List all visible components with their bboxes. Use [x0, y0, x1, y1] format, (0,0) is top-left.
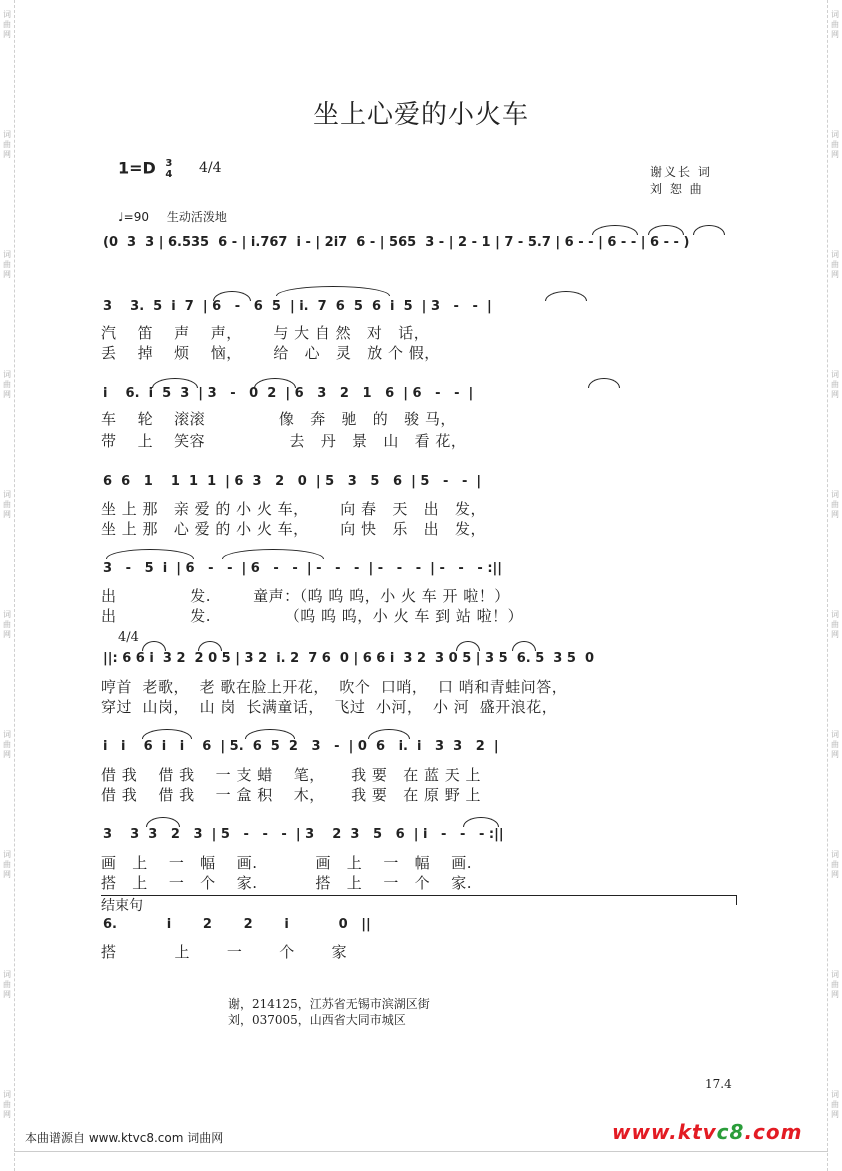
logo-part-c: .com — [744, 1120, 803, 1144]
tempo-value: ♩=90 — [118, 210, 149, 224]
lyric-verse-1: 出 发. 童声：（呜 呜 呜，小 火 车 开 啦！） — [101, 587, 510, 605]
margin-watermark: 词 曲 网 — [3, 970, 11, 999]
section-meter: 4/4 — [118, 630, 139, 645]
notation-row: 3 3 3 2 3 | 5 - - - | 3 2 3 5 6 | i - - - :|| — [103, 827, 504, 842]
lyric-verse-1: 借 我 借 我 一 支 蜡 笔， 我 要 在 蓝 天 上 — [101, 766, 482, 784]
notation-row: i 6. i 5 3 | 3 - 0 2 | 6 3 2 1 6 | 6 - - | — [103, 386, 474, 401]
notation-row: ||: 6 6 i 3 2 2 0 5 | 3 2 i. 2 7 6 0 | 6 6 i 3 2 3 0 5 | 3 5 6. 5 3 5 0 — [103, 651, 595, 666]
margin-watermark: 词 曲 网 — [3, 1090, 11, 1119]
lyric-verse-1: 哼首 老歌， 老 歌在脸上开花， 吹个 口哨， 口 哨和青蛙问答， — [101, 678, 568, 696]
time-sig-num: 3 — [165, 158, 173, 169]
tie-arc — [146, 817, 180, 827]
tie-arc — [463, 817, 499, 827]
tie-arc — [648, 225, 684, 235]
ending-notation: 6. i 2 2 i 0 || — [103, 917, 371, 932]
footer-divider — [14, 1151, 828, 1152]
tie-arc — [106, 549, 194, 559]
lyric-verse-2: 借 我 借 我 一 盒 积 木， 我 要 在 原 野 上 — [101, 786, 482, 804]
ending-bracket — [101, 895, 737, 896]
composer-credit: 刘 恕 曲 — [650, 182, 704, 196]
song-title: 坐上心爱的小火车 — [312, 100, 529, 130]
tempo-marking — [118, 208, 227, 225]
expression-mark: 生动活泼地 — [166, 210, 227, 224]
margin-watermark: 词 曲 网 — [831, 610, 839, 639]
notation-row: 3 - 5 i | 6 - - | 6 - - | - - - | - - - | - - - :|| — [103, 561, 503, 576]
margin-watermark: 词 曲 网 — [3, 610, 11, 639]
tie-arc — [254, 378, 296, 388]
tie-arc — [152, 378, 198, 388]
key-signature — [118, 158, 172, 180]
margin-watermark: 词 曲 网 — [3, 130, 11, 159]
page-number: 17.4 — [705, 1077, 732, 1091]
margin-watermark: 词 曲 网 — [831, 370, 839, 399]
lyric-verse-2: 带 上 笑容 去 丹 景 山 看 花， — [101, 432, 467, 450]
address-line-1: 谢，214125，江苏省无锡市滨湖区街 — [228, 997, 430, 1011]
tie-arc — [512, 641, 536, 651]
time-signature — [165, 158, 172, 180]
margin-watermark: 词 曲 网 — [3, 490, 11, 519]
ending-lyrics: 搭 上 一 个 家 — [101, 943, 348, 961]
lyric-verse-2: 穿过 山岗， 山 岗 长满童话， 飞过 小河， 小 河 盛开浪花， — [101, 698, 558, 716]
ending-label: 结束句 — [101, 898, 143, 914]
lyric-verse-2: 搭 上 一 个 家. 搭 上 一 个 家. — [101, 874, 472, 892]
margin-watermark: 词 曲 网 — [831, 130, 839, 159]
lyric-verse-1: 画 上 一 幅 画. 画 上 一 幅 画. — [101, 854, 472, 872]
tie-arc — [142, 729, 192, 739]
margin-watermark: 词 曲 网 — [831, 1090, 839, 1119]
margin-watermark: 词 曲 网 — [831, 490, 839, 519]
tie-arc — [276, 286, 390, 296]
tie-arc — [245, 729, 295, 739]
margin-watermark: 词 曲 网 — [831, 970, 839, 999]
time-sig-den: 4 — [165, 169, 173, 180]
margin-watermark: 词 曲 网 — [3, 850, 11, 879]
tie-arc — [198, 641, 222, 651]
address-line-2: 刘，037005，山西省大同市城区 — [228, 1013, 406, 1027]
lyric-verse-2: 坐 上 那 心 爱 的 小 火 车， 向 快 乐 出 发， — [101, 520, 486, 538]
tie-arc — [693, 225, 725, 235]
site-logo[interactable] — [612, 1120, 802, 1144]
notation-row: i i 6 i i 6 | 5. 6 5 2 3 - | 0 6 i. i 3 3 2 | — [103, 739, 499, 754]
lyric-verse-2: 出 发. （呜 呜 呜，小 火 车 到 站 啦！） — [101, 607, 524, 625]
lyric-verse-1: 车 轮 滚滚 像 奔 驰 的 骏 马， — [101, 410, 456, 428]
notation-row-intro: (0 3 3 | 6.535 6 - | i.767 i - | 2i7 6 - | 565 3 - | 2 - 1 | 7 - 5.7 | 6 - - | 6 - - | 6 - - ) — [103, 235, 690, 250]
tie-arc — [213, 291, 251, 301]
margin-watermark: 词 曲 网 — [831, 730, 839, 759]
logo-part-a: www.ktv — [612, 1120, 717, 1144]
tie-arc — [222, 549, 324, 559]
lyric-verse-2: 丢 掉 烦 恼， 给 心 灵 放 个 假， — [101, 344, 440, 362]
key-label: 1=D — [118, 158, 156, 178]
logo-part-b: c8 — [716, 1120, 745, 1144]
notation-row: 6 6 1 1 1 1 | 6 3 2 0 | 5 3 5 6 | 5 - - | — [103, 474, 482, 489]
margin-watermark: 词 曲 网 — [3, 730, 11, 759]
margin-watermark: 词 曲 网 — [831, 850, 839, 879]
tie-arc — [456, 641, 480, 651]
notation-row: 3 3. 5 i 7 | 6 - 6 5 | i. 7 6 5 6 i 5 | 3 - - | — [103, 299, 492, 314]
ending-bracket-end — [736, 895, 737, 905]
tie-arc — [368, 729, 410, 739]
margin-watermark: 词 曲 网 — [3, 250, 11, 279]
source-note[interactable]: 本曲谱源自 www.ktvc8.com 词曲网 — [25, 1131, 224, 1145]
tie-arc — [142, 641, 166, 651]
tie-arc — [592, 225, 638, 235]
margin-watermark: 词 曲 网 — [831, 10, 839, 39]
alt-meter: 4/4 — [199, 160, 222, 176]
lyric-verse-1: 坐 上 那 亲 爱 的 小 火 车， 向 春 天 出 发， — [101, 500, 486, 518]
lyricist-credit: 谢义长 词 — [650, 165, 712, 179]
lyric-verse-1: 汽 笛 声 声， 与 大 自 然 对 话， — [101, 324, 430, 342]
margin-watermark: 词 曲 网 — [3, 370, 11, 399]
tie-arc — [545, 291, 587, 301]
margin-watermark: 词 曲 网 — [831, 250, 839, 279]
margin-watermark: 词 曲 网 — [3, 10, 11, 39]
tie-arc — [588, 378, 620, 388]
